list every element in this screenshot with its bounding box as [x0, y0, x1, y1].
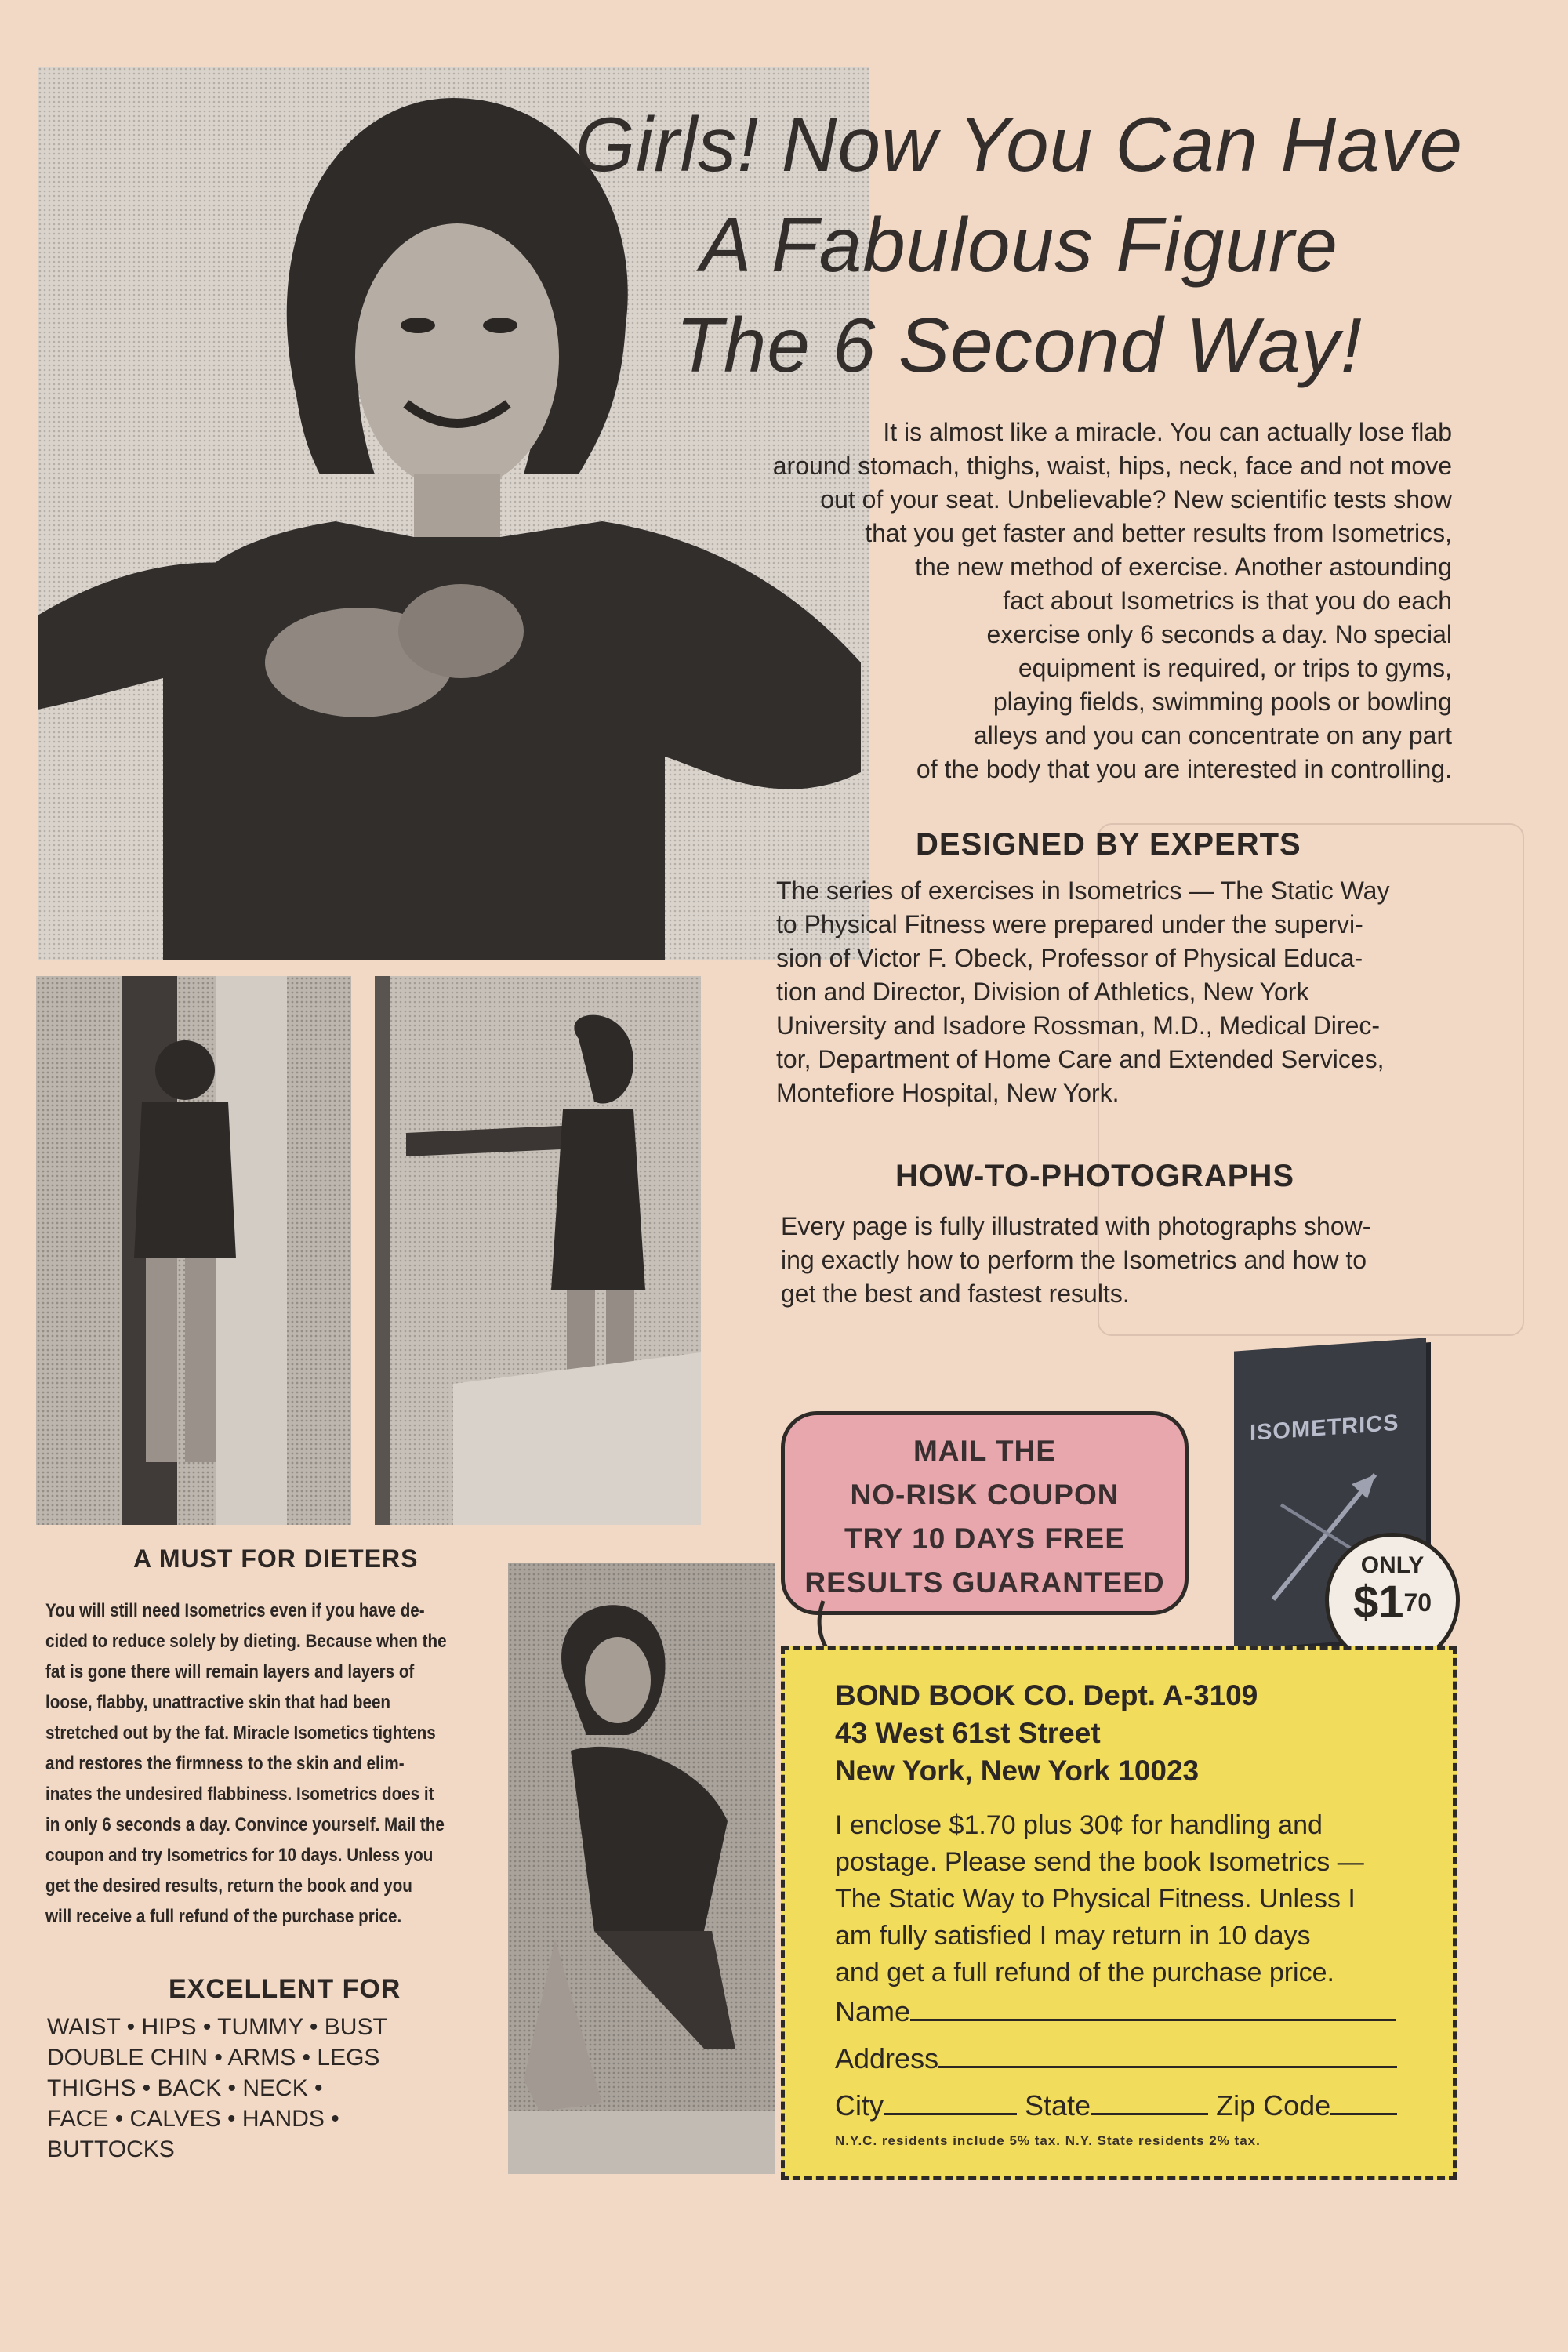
howto-paragraph — [781, 1210, 1370, 1311]
excellent-heading: EXCELLENT FOR — [169, 1974, 401, 2004]
price-only-label: ONLY — [1360, 1552, 1425, 1578]
name-field-row — [835, 1995, 1396, 2028]
designed-line: The series of exercises in Isometrics — The Static Way — [776, 877, 1390, 905]
intro-line: the new method of exercise. Another astounding — [915, 553, 1452, 581]
headline-line: A Fabulous Figure — [699, 201, 1339, 288]
state-field[interactable] — [1091, 2089, 1208, 2115]
dieters-line: will receive a full refund of the purchase price. — [45, 1906, 402, 1927]
howto-line: Every page is fully illustrated with photographs show- — [781, 1212, 1371, 1240]
excellent-line: DOUBLE CHIN • ARMS • LEGS — [47, 2045, 380, 2071]
state-label: State — [1025, 2089, 1091, 2122]
coupon-address-line: 43 West 61st Street — [835, 1717, 1101, 1749]
address-label: Address — [835, 2042, 939, 2074]
dieters-line: loose, flabby, unattractive skin that had been — [45, 1692, 391, 1713]
intro-line: exercise only 6 seconds a day. No special — [986, 620, 1452, 648]
zip-field[interactable] — [1330, 2089, 1397, 2115]
coupon-address-line: New York, New York 10023 — [835, 1755, 1200, 1787]
address-field-row — [835, 2042, 1397, 2075]
intro-line: equipment is required, or trips to gyms, — [1018, 654, 1452, 682]
coupon-address-line: BOND BOOK CO. Dept. A-3109 — [835, 1679, 1258, 1711]
coupon-text-line: postage. Please send the book Isometrics — — [835, 1847, 1364, 1877]
dieters-line: You will still need Isometrics even if you have de- — [45, 1600, 425, 1621]
price-cents: 70 — [1403, 1588, 1432, 1617]
address-field[interactable] — [938, 2042, 1397, 2068]
coupon-text-line: am fully satisfied I may return in 10 days — [835, 1921, 1311, 1951]
dieters-heading: A MUST FOR DIETERS — [133, 1544, 419, 1573]
designed-line: sion of Victor F. Obeck, Professor of Physical Educa- — [776, 944, 1363, 972]
howto-heading: HOW-TO-PHOTOGRAPHS — [895, 1159, 1295, 1193]
city-label: City — [835, 2089, 884, 2122]
city-field[interactable] — [884, 2089, 1017, 2115]
dieters-paragraph — [45, 1595, 447, 1932]
intro-line: out of your seat. Unbelievable? New scientific tests show — [820, 485, 1452, 514]
dieters-line: and restores the firmness to the skin and elim- — [45, 1753, 405, 1774]
excellent-line: BUTTOCKS — [47, 2136, 175, 2162]
coupon-text-line: and get a full refund of the purchase price. — [835, 1958, 1334, 1987]
intro-line: alleys and you can concentrate on any part — [973, 721, 1452, 750]
exercise-photo-corner — [36, 976, 351, 1525]
name-label: Name — [835, 1995, 911, 2027]
intro-paragraph — [773, 416, 1452, 786]
intro-line: that you get faster and better results from Isometrics, — [865, 519, 1452, 547]
dieters-line: fat is gone there will remain layers and layers of — [45, 1661, 415, 1682]
zip-label: Zip Code — [1216, 2089, 1331, 2122]
howto-line: ing exactly how to perform the Isometrics and how to — [781, 1246, 1367, 1274]
headline-line: Girls! Now You Can Have — [575, 101, 1464, 187]
no-risk-callout — [781, 1411, 1189, 1615]
intro-line: It is almost like a miracle. You can actually lose flab — [883, 418, 1452, 446]
designed-line: to Physical Fitness were prepared under the supervi- — [776, 910, 1363, 938]
designed-line: University and Isadore Rossman, M.D., Medical Direc- — [776, 1011, 1381, 1040]
coupon-text-line: I enclose $1.70 plus 30¢ for handling and — [835, 1810, 1323, 1840]
price-dollars: $1 — [1352, 1577, 1404, 1628]
tax-note: N.Y.C. residents include 5% tax. N.Y. State residents 2% tax. — [835, 2133, 1261, 2148]
callout-line: RESULTS GUARANTEED — [804, 1566, 1165, 1599]
callout-line: TRY 10 DAYS FREE — [844, 1523, 1126, 1555]
coupon-address — [835, 1677, 1258, 1790]
city-state-zip-row — [835, 2089, 1397, 2122]
dieters-line: coupon and try Isometrics for 10 days. Unless you — [45, 1845, 434, 1866]
headline — [549, 94, 1490, 395]
designed-line: tion and Director, Division of Athletics, New York — [776, 978, 1309, 1006]
headline-line: The 6 Second Way! — [676, 302, 1363, 388]
coupon-text-line: The Static Way to Physical Fitness. Unless I — [835, 1884, 1356, 1914]
excellent-line: WAIST • HIPS • TUMMY • BUST — [47, 2014, 387, 2040]
callout-line: NO-RISK COUPON — [850, 1479, 1120, 1511]
designed-heading: DESIGNED BY EXPERTS — [916, 827, 1301, 862]
dieters-line: inates the undesired flabbiness. Isometrics does it — [45, 1784, 434, 1805]
callout-line: MAIL THE — [913, 1435, 1057, 1467]
order-coupon — [781, 1646, 1457, 2180]
dieters-line: cided to reduce solely by dieting. Because when the — [45, 1631, 447, 1652]
intro-line: playing fields, swimming pools or bowling — [993, 688, 1452, 716]
howto-line: get the best and fastest results. — [781, 1279, 1130, 1308]
designed-line: tor, Department of Home Care and Extended Services, — [776, 1045, 1385, 1073]
dieters-line: get the desired results, return the book and you — [45, 1875, 412, 1896]
excellent-list — [47, 2012, 387, 2165]
name-field[interactable] — [910, 1995, 1396, 2021]
exercise-photo-sitting — [508, 1563, 775, 2174]
intro-line: fact about Isometrics is that you do each — [1003, 586, 1452, 615]
intro-line: around stomach, thighs, waist, hips, neck, face and not move — [772, 452, 1452, 480]
excellent-line: FACE • CALVES • HANDS • — [47, 2106, 339, 2132]
book-title: ISOMETRICS — [1250, 1410, 1399, 1446]
dieters-line: in only 6 seconds a day. Convince yourself. Mail the — [45, 1814, 445, 1835]
designed-paragraph — [776, 874, 1389, 1110]
coupon-text — [835, 1807, 1364, 1991]
exercise-photo-wall-push — [375, 976, 701, 1525]
designed-line: Montefiore Hospital, New York. — [776, 1079, 1120, 1107]
intro-line: of the body that you are interested in controlling. — [916, 755, 1452, 783]
dieters-line: stretched out by the fat. Miracle Isometics tightens — [45, 1722, 436, 1744]
price-value — [1329, 1579, 1456, 1626]
excellent-line: THIGHS • BACK • NECK • — [47, 2075, 323, 2101]
